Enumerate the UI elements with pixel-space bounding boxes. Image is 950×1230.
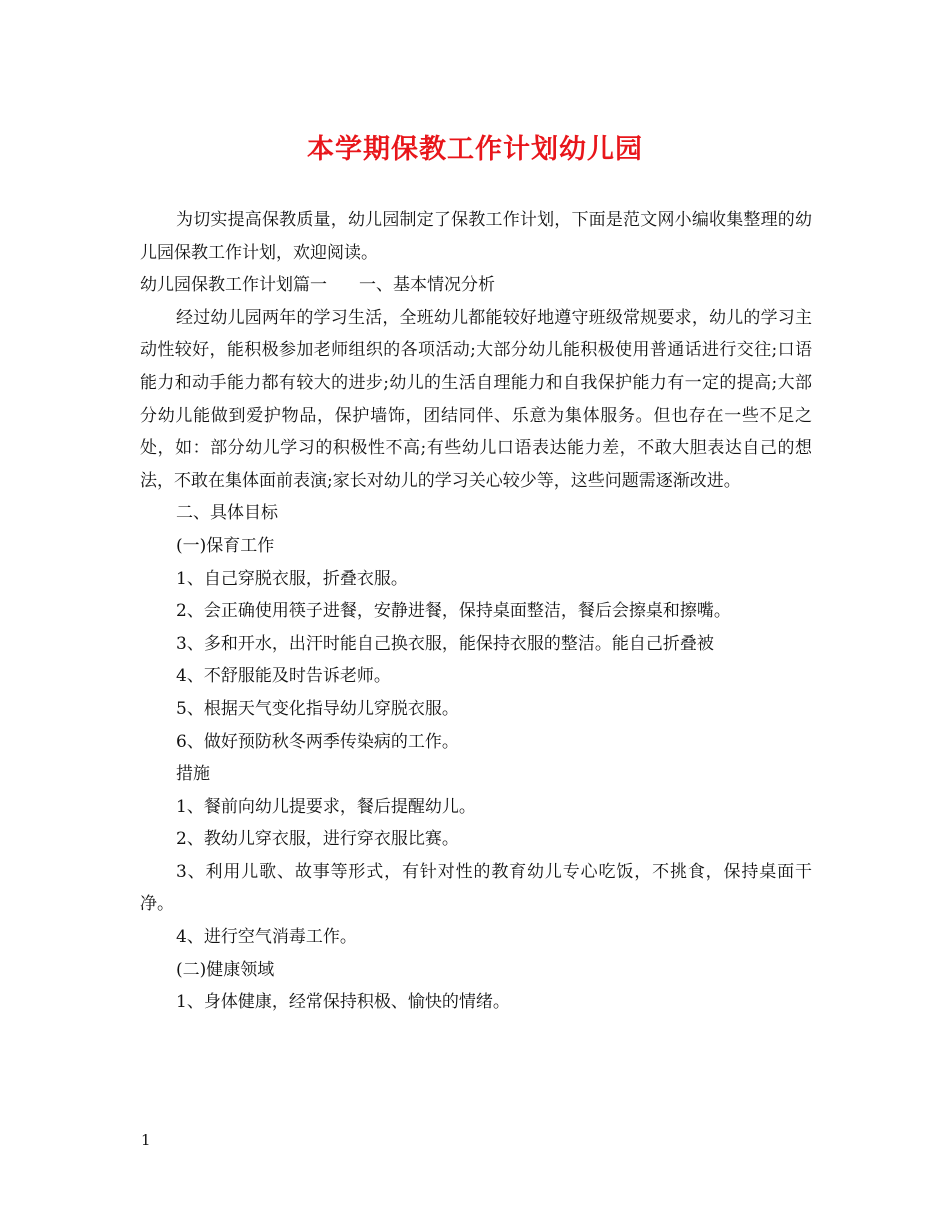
measure-item: 2、教幼儿穿衣服，进行穿衣服比赛。 [176,829,459,850]
measure-item: 3、利用儿歌、故事等形式，有针对性的教育幼儿专心吃饭，不挑食，保持桌面干净。 [140,861,812,915]
measure-item: 1、餐前向幼儿提要求，餐后提醒幼儿。 [176,796,476,817]
health-item: 1、身体健康，经常保持积极、愉快的情绪。 [176,992,510,1013]
subsection-heading-health: (二)健康领域 [176,959,275,980]
care-item: 4、不舒服能及时告诉老师。 [176,666,391,687]
subsection-heading-care: (一)保育工作 [176,535,275,556]
measure-item: 4、进行空气消毒工作。 [176,927,357,948]
section-heading-1: 一、基本情况分析 [359,275,495,296]
care-item: 2、会正确使用筷子进餐，安静进餐，保持桌面整洁，餐后会擦桌和擦嘴。 [176,601,731,622]
care-item: 6、做好预防秋冬两季传染病的工作。 [176,731,459,752]
analysis-paragraph: 经过幼儿园两年的学习生活，全班幼儿都能较好地遵守班级常规要求，幼儿的学习主动性较好，能积极参加老师组织的各项活动;大部分幼儿能积极使用普通话进行交往;口语能力和动手能力都有较大的进步;幼儿的生活自理能力和自我保护能力有一定的提高;大部分幼儿能做到爱护物品，保护墙饰，团结同伴、乐意为集体服务。但也存在一些不足之处，如：部分幼儿学习的积极性不高;有些幼儿口语表达能力差，不敢大胆表达自己的想法，不敢在集体面前表演;家长对幼儿的学习关心较少等，这些问题需逐渐改进。 [140,307,812,491]
measures-label: 措施 [176,764,210,785]
care-item: 5、根据天气变化指导幼儿穿脱衣服。 [176,698,459,719]
intro-paragraph: 为切实提高保教质量，幼儿园制定了保教工作计划，下面是范文网小编收集整理的幼儿园保教工作计划，欢迎阅读。 [140,210,812,263]
document-body [140,204,812,1019]
care-item: 1、自己穿脱衣服，折叠衣服。 [176,568,408,589]
section-heading-line [140,269,812,302]
care-item: 3、多和开水，出汗时能自己换衣服，能保持衣服的整洁。能自己折叠被 [176,633,714,654]
document-title: 本学期保教工作计划幼儿园 [307,134,643,165]
section-label: 幼儿园保教工作计划篇一 [140,275,327,296]
section-heading-2: 二、具体目标 [176,503,278,524]
page-number: 1 [141,1131,151,1149]
